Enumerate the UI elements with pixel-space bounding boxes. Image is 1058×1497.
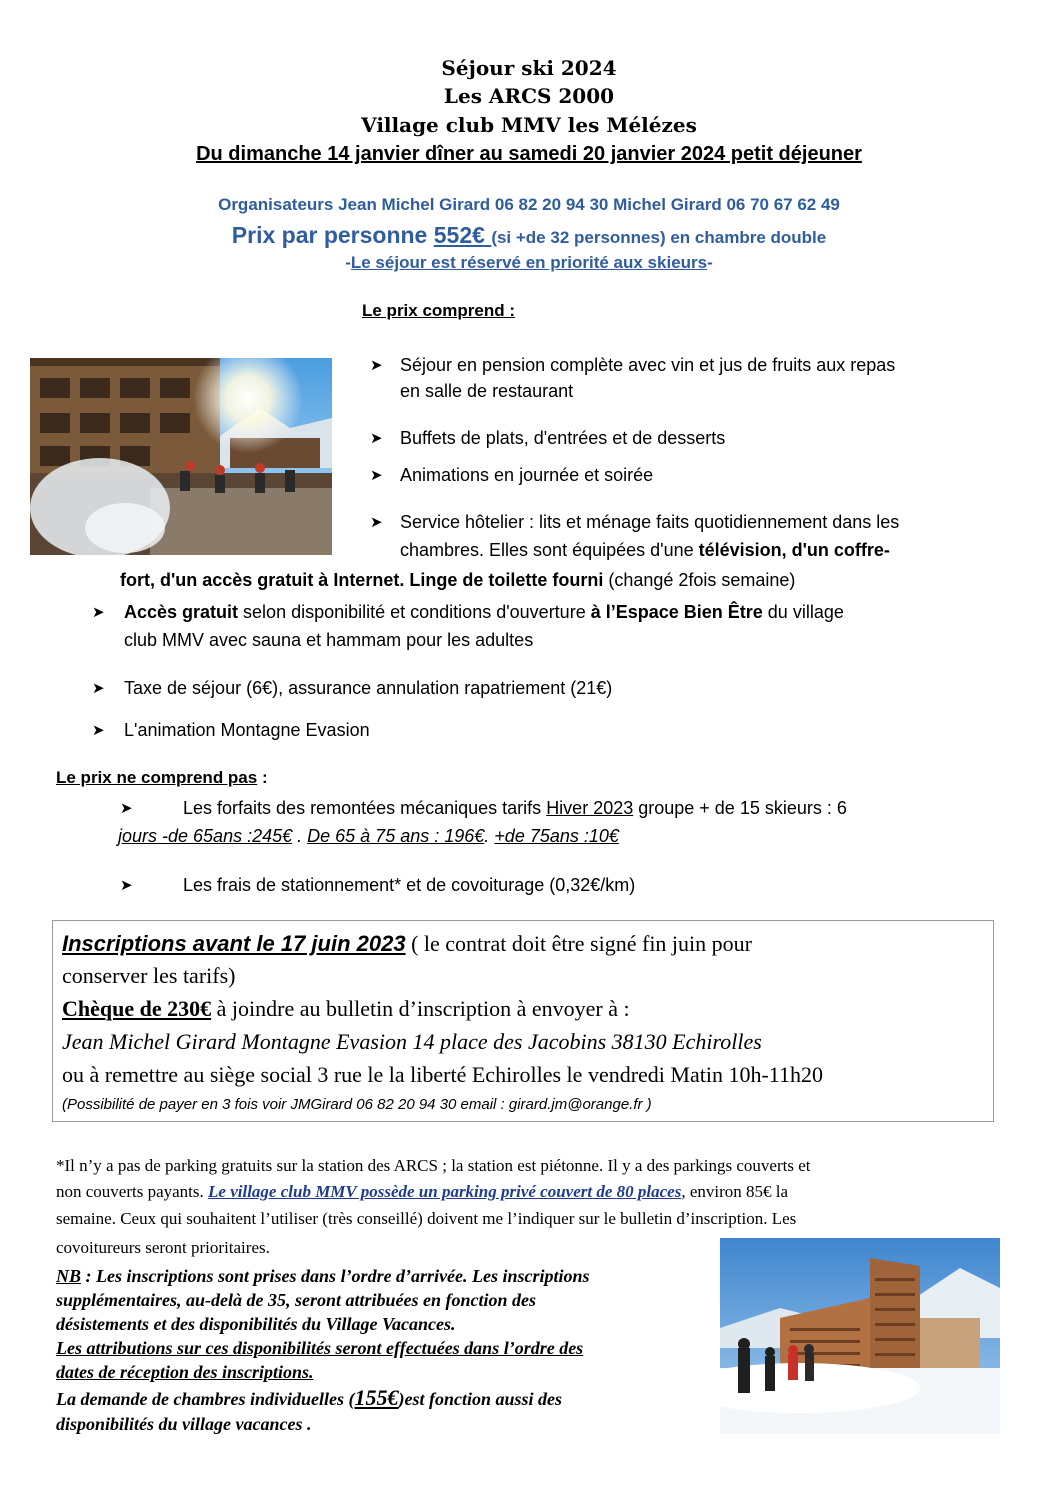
include-item-2: Buffets de plats, d'entrées et de desserts — [400, 428, 726, 448]
includes-heading: Le prix comprend : — [362, 301, 516, 320]
price-label: Prix par personne — [231, 222, 434, 248]
arrow-bullet-icon: ➤ — [370, 513, 383, 531]
excludes-heading-suffix: : — [257, 768, 268, 787]
arrow-bullet-icon: ➤ — [92, 721, 105, 739]
price-sep-1: . — [292, 826, 308, 846]
parking-line-4: covoitureurs seront prioritaires. — [56, 1238, 270, 1257]
organisers: Organisateurs Jean Michel Girard 06 82 20 94 30 Michel Girard 06 70 67 62 49 — [218, 195, 840, 214]
include-item-5c: club MMV avec sauna et hammam pour les adultes — [124, 630, 534, 650]
include-item-5-bold2: à l’Espace Bien Être — [590, 602, 763, 622]
single-room-price: 155€ — [354, 1385, 399, 1410]
include-item-7: L'animation Montagne Evasion — [124, 720, 370, 740]
price-condition: (si +de 32 personnes) en chambre double — [491, 228, 827, 247]
nb-line-2: supplémentaires, au-delà de 35, seront attribuées en fonction des — [56, 1290, 537, 1310]
price-under-65: jours -de 65ans :245€ — [118, 826, 293, 846]
exclude-item-1b-text: groupe + de 15 skieurs : 6 — [633, 798, 847, 818]
title-line-1: Séjour ski 2024 — [441, 56, 617, 80]
cheque-amount: Chèque de 230€ — [62, 996, 212, 1021]
include-item-5-text2: du village — [762, 602, 844, 622]
price-sep-2: . — [484, 826, 495, 846]
nb-line-3: désistements et des disponibilités du Village Vacances. — [56, 1314, 456, 1334]
priority-prefix: - — [345, 253, 351, 272]
arrow-bullet-icon: ➤ — [92, 679, 105, 697]
registration-note-2: conserver les tarifs) — [62, 963, 236, 988]
price-over-75: +de 75ans :10€ — [494, 826, 619, 846]
priority-text: Le séjour est réservé en priorité aux skieurs — [350, 253, 708, 272]
include-item-1b: en salle de restaurant — [400, 381, 574, 401]
exclude-item-2: Les frais de stationnement* et de covoiturage (0,32€/km) — [183, 875, 636, 895]
exclude-item-1-prices — [118, 823, 619, 849]
dates-line: Du dimanche 14 janvier dîner au samedi 20 janvier 2024 petit déjeuner — [196, 143, 862, 165]
include-item-5-text1: selon disponibilité et conditions d'ouverture — [238, 602, 591, 622]
arrow-bullet-icon: ➤ — [120, 799, 133, 817]
parking-line-3: semaine. Ceux qui souhaitent l’utiliser (très conseillé) doivent me l’indiquer sur le bulletin d’inscription. Les — [56, 1209, 797, 1228]
arrow-bullet-icon: ➤ — [92, 603, 105, 621]
postal-address: Jean Michel Girard Montagne Evasion 14 place des Jacobins 38130 Echirolles — [62, 1029, 762, 1054]
registration-heading: Inscriptions avant le 17 juin 2023 — [62, 931, 406, 956]
include-item-4b — [400, 537, 890, 563]
price-amount: 552€ — [433, 222, 492, 248]
nb-line-6a: La demande de chambres individuelles ( — [56, 1389, 355, 1409]
nb-line-4: Les attributions sur ces disponibilités seront effectuées dans l’ordre des — [56, 1338, 584, 1358]
exclude-item-1-season: Hiver 2023 — [546, 798, 634, 818]
include-item-3: Animations en journée et soirée — [400, 465, 654, 485]
parking-private-link[interactable]: Le village club MMV possède un parking privé couvert de 80 places — [208, 1182, 682, 1201]
include-item-4c-bold: fort, d'un accès gratuit à Internet. Linge de toilette fourni — [120, 570, 604, 590]
include-item-6: Taxe de séjour (6€), assurance annulation rapatriement (21€) — [124, 678, 613, 698]
nb-line-1-text: : Les inscriptions sont prises dans l’ordre d’arrivée. Les inscriptions — [81, 1266, 590, 1286]
registration-note: ( le contrat doit être signé fin juin pour — [405, 931, 752, 956]
parking-line-2b: , environ 85€ la — [681, 1182, 789, 1201]
nb-label: NB — [56, 1266, 82, 1286]
cheque-line — [62, 994, 630, 1024]
price-line — [0, 222, 1058, 249]
parking-line-2a: non couverts payants. — [56, 1182, 209, 1201]
priority-suffix: - — [707, 253, 713, 272]
village-snow-photo — [720, 1238, 1000, 1434]
nb-line-6 — [56, 1386, 562, 1411]
include-item-4c-text: (changé 2fois semaine) — [603, 570, 796, 590]
include-item-4a: Service hôtelier : lits et ménage faits quotidiennement dans les — [400, 512, 900, 532]
arrow-bullet-icon: ➤ — [370, 356, 383, 374]
include-item-4c — [120, 567, 795, 593]
cheque-rest: à joindre au bulletin d’inscription à envoyer à : — [211, 996, 630, 1021]
price-65-75: De 65 à 75 ans : 196€ — [307, 826, 485, 846]
include-item-4b-bold: télévision, d'un coffre- — [698, 540, 890, 560]
registration-heading-line — [62, 928, 752, 960]
excludes-heading-text: Le prix ne comprend pas — [56, 768, 258, 787]
terrace-photo — [30, 358, 332, 555]
include-item-1: Séjour en pension complète avec vin et jus de fruits aux repas — [400, 355, 896, 375]
arrow-bullet-icon: ➤ — [370, 429, 383, 447]
arrow-bullet-icon: ➤ — [120, 876, 133, 894]
include-item-5-bold1: Accès gratuit — [124, 602, 239, 622]
alt-address: ou à remettre au siège social 3 rue le la liberté Echirolles le vendredi Matin 10h-11h20 — [62, 1062, 823, 1087]
include-item-5 — [124, 599, 844, 625]
parking-line-2 — [56, 1179, 788, 1205]
parking-line-1: *Il n’y a pas de parking gratuits sur la station des ARCS ; la station est piétonne. Il y a des parkings couverts et — [56, 1156, 811, 1175]
nb-line-5: dates de réception des inscriptions. — [56, 1362, 314, 1382]
exclude-item-1a — [183, 795, 847, 821]
excludes-heading — [56, 768, 268, 788]
title-line-3: Village club MMV les Mélézes — [361, 113, 697, 137]
arrow-bullet-icon: ➤ — [370, 466, 383, 484]
nb-line-7: disponibilités du village vacances . — [56, 1414, 312, 1434]
title-line-2: Les ARCS 2000 — [443, 84, 615, 108]
priority-line — [0, 253, 1058, 273]
exclude-item-1a-text: Les forfaits des remontées mécaniques tarifs — [183, 798, 547, 818]
payment-note: (Possibilité de payer en 3 fois voir JMGirard 06 82 20 94 30 email : girard.jm@orange.fr ) — [62, 1096, 652, 1113]
nb-line-1 — [56, 1264, 590, 1288]
include-item-4b-text: chambres. Elles sont équipées d'une — [400, 540, 699, 560]
nb-line-6b: )est fonction aussi des — [398, 1389, 562, 1409]
